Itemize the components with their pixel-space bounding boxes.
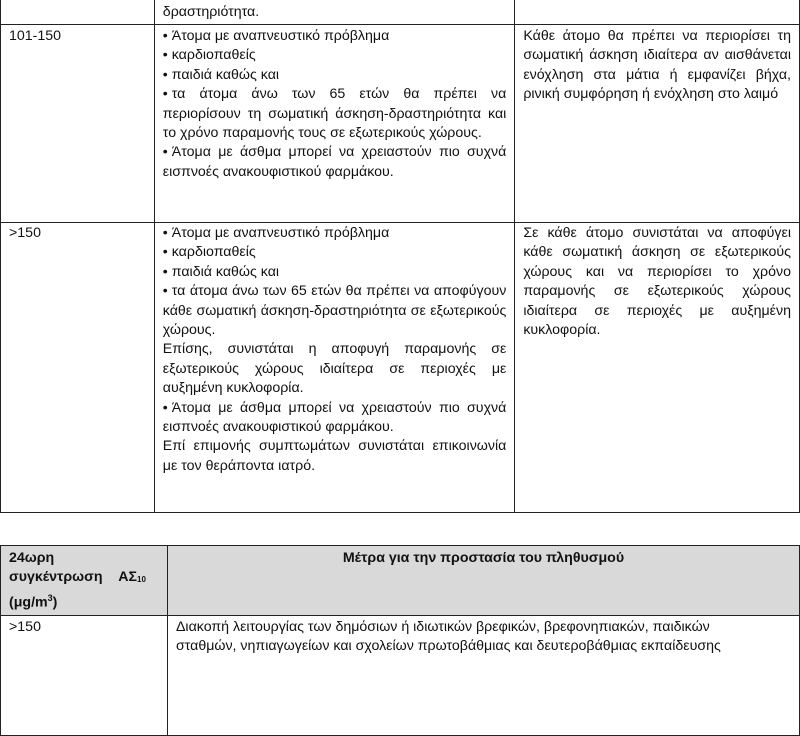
list-item: • καρδιοπαθείς (163, 243, 507, 262)
general-population-cell (515, 25, 800, 223)
table-cell (154, 0, 515, 25)
measure-text: Διακοπή λειτουργίας των δημόσιων ή ιδιωτικών βρεφικών, βρεφονηπιακών, παιδικών (175, 619, 710, 635)
range-label: >150 (9, 225, 41, 241)
concentration-header-cell (1, 546, 168, 616)
range-label: >150 (9, 619, 41, 635)
list-item: • τα άτομα άνω των 65 ετών θα πρέπει να περιορίσουν τη σωματική άσκηση-δραστηριότητα και το χρόνο παραμονής τους σε εξωτερικούς χώρους. (163, 85, 507, 143)
general-population-cell (515, 223, 800, 513)
range-cell (1, 223, 155, 513)
measures-cell (167, 616, 799, 736)
table-header-row (1, 546, 800, 616)
sensitive-groups-cell (154, 25, 515, 223)
protection-measures-table (0, 545, 800, 736)
sensitive-groups-cell (154, 223, 515, 513)
header-label: 24ωρη (9, 550, 55, 566)
unit-label: $(\mu g/m^3)$ (9, 592, 58, 611)
table-row (1, 25, 800, 223)
list-item: • παιδιά καθώς και (163, 263, 507, 282)
measures-header-cell (167, 546, 799, 616)
table-row (1, 0, 800, 25)
table-cell (515, 0, 800, 25)
recommendation-text: Κάθε άτομο θα πρέπει να περιορίσει τη σωματική άσκηση ιδιαίτερα αν αισθάνεται ενόχληση στα μάτια ή εμφανίζει βήχα, ρινική συμφόρηση ή ενόχληση στο λαιμό (523, 28, 791, 103)
table-cell (1, 0, 155, 25)
list-item: • παιδιά καθώς και (163, 66, 507, 85)
list-item: • Άτομα με άσθμα μπορεί να χρειαστούν πιο συχνά εισπνοές ανακουφιστικού φαρμάκου. (163, 399, 507, 438)
list-item: • Άτομα με αναπνευστικό πρόβλημα (163, 224, 507, 243)
table-row (1, 223, 800, 513)
continuation-text: δραστηριότητα. (162, 4, 260, 20)
recommendation-text: Σε κάθε άτομο συνιστάται να αποφύγει κάθε σωματική άσκηση σε εξωτερικούς χώρους και να περιορίσει το χρόνο παραμονής σε εξωτερικούς χώρους ιδιαίτερα σε περιοχές με αυξημένη κυκλοφορία. (523, 225, 791, 339)
header-label: Μέτρα για την προστασία του πληθυσμού (342, 550, 625, 566)
header-label: συγκέντρωση $A\Sigma_{10}$ (9, 569, 146, 586)
list-item: • καρδιοπαθείς (163, 46, 507, 65)
range-cell (1, 616, 168, 736)
range-label: 101-150 (9, 28, 62, 44)
measure-text: σταθμών, νηπιαγωγείων και σχολείων πρωτοβάθμιας και δευτεροβάθμιας εκπαίδευσης (175, 638, 721, 655)
list-item: • Άτομα με αναπνευστικό πρόβλημα (163, 27, 507, 46)
list-item: • Άτομα με άσθμα μπορεί να χρειαστούν πιο συχνά εισπνοές ανακουφιστικού φαρμάκου. (163, 143, 507, 182)
table-row (1, 616, 800, 736)
extra-advice-text: Επίσης, συνιστάται η αποφυγή παραμονής σε εξωτερικούς χώρους ιδιαίτερα σε περιοχές με αυξημένη κυκλοφορία. (162, 341, 507, 397)
range-cell (1, 25, 155, 223)
closing-advice-text: Επί επιμονής συμπτωμάτων συνιστάται επικοινωνία με τον θεράποντα ιατρό. (162, 438, 507, 474)
list-item: • τα άτομα άνω των 65 ετών θα πρέπει να αποφύγουν κάθε σωματική άσκηση-δραστηριότητα σε εξωτερικούς χώρους. (163, 282, 507, 340)
